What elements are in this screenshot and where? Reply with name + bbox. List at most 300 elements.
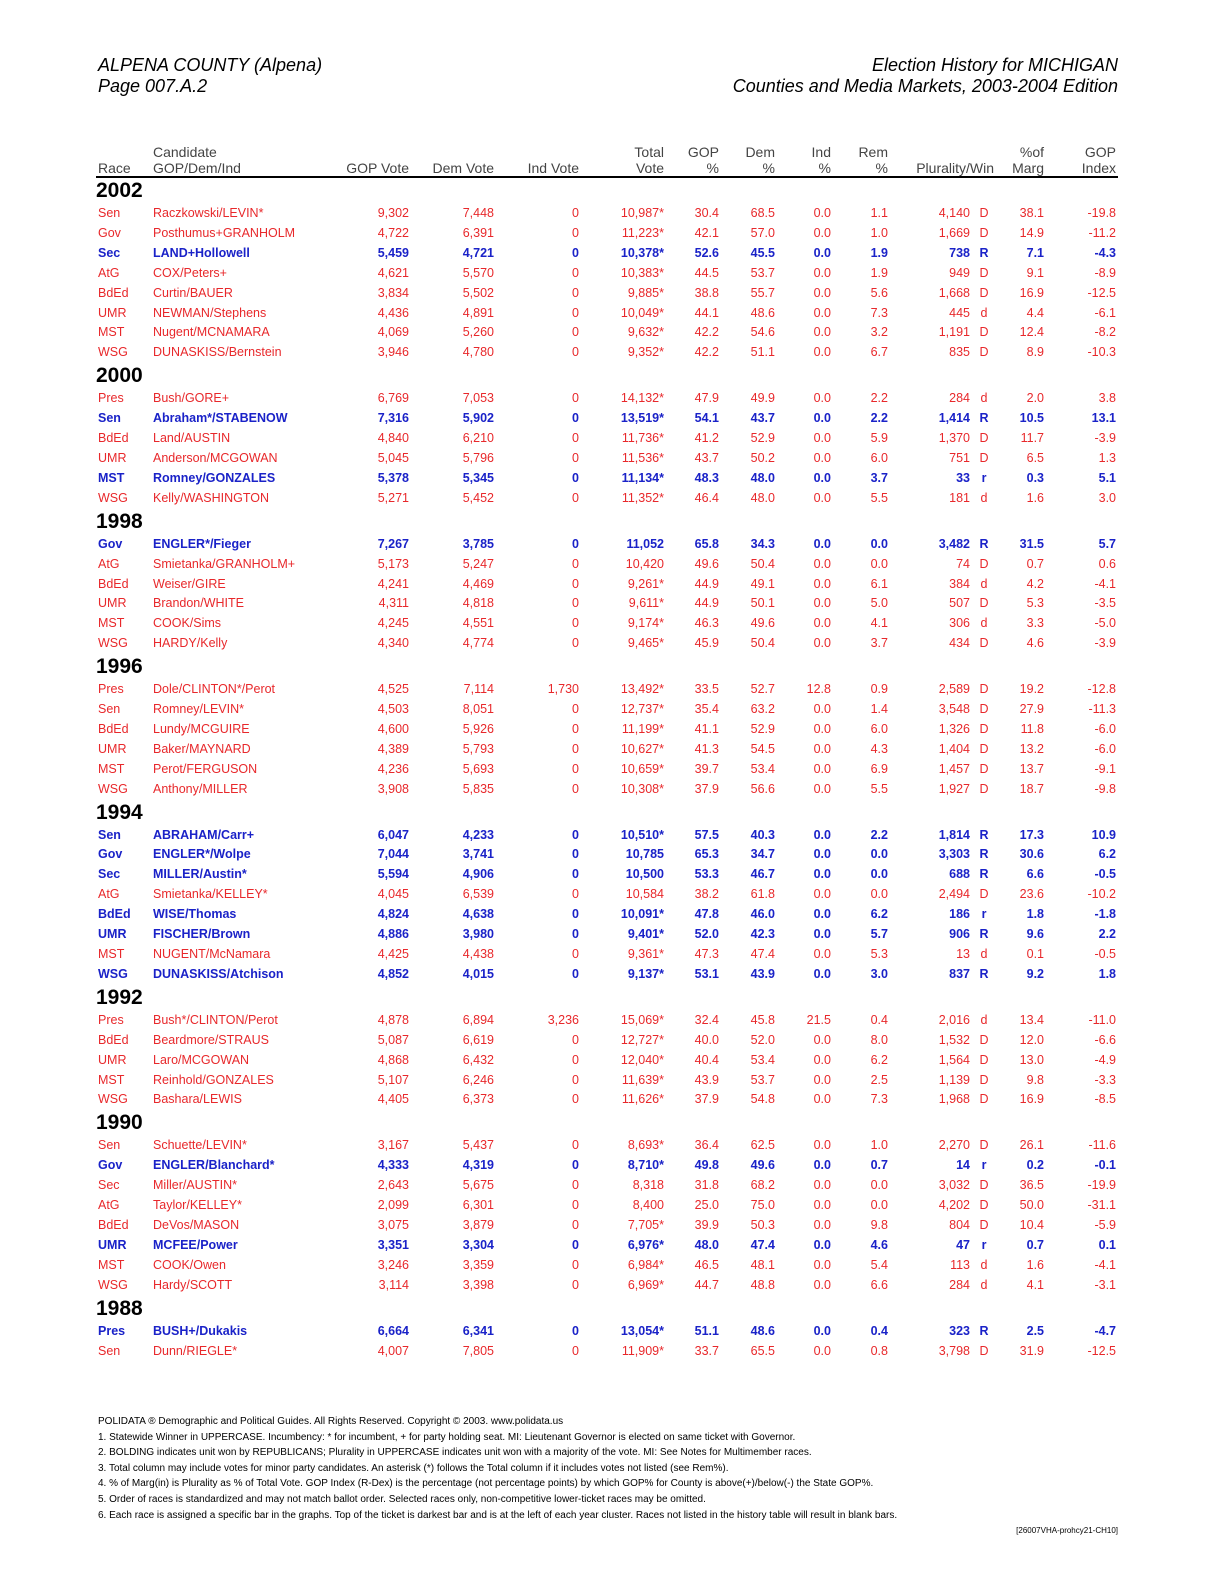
cell-cand: COOK/Sims	[153, 616, 222, 631]
cell-idx: -12.8	[1087, 682, 1117, 697]
cell-idx: -8.9	[1094, 265, 1117, 280]
cell-demp: 50.4	[750, 636, 775, 651]
cell-plur: 837	[949, 966, 970, 981]
cell-indp: 0.0	[813, 1092, 831, 1107]
cell-gopp: 65.3	[694, 847, 719, 862]
cell-race: Gov	[98, 536, 123, 551]
cell-total: 10,500	[625, 867, 664, 882]
col-header-line: %	[875, 160, 888, 176]
cell-win: R	[979, 1323, 989, 1338]
report-edition: Counties and Media Markets, 2003-2004 Edition	[732, 76, 1118, 96]
cell-marg: 27.9	[1019, 702, 1045, 717]
cell-gop: 3,908	[377, 781, 409, 796]
cell-indp: 0.0	[813, 431, 831, 446]
cell-gop: 5,271	[377, 490, 409, 505]
cell-race: Sen	[98, 1138, 121, 1153]
cell-ind: 0	[572, 490, 579, 505]
cell-idx: -3.9	[1094, 431, 1117, 446]
cell-gop: 3,075	[377, 1217, 409, 1232]
footnote-line: POLIDATA ® Demographic and Political Guides. All Rights Reserved. Copyright © 2003. www.polidata.us	[98, 1416, 564, 1427]
cell-dem: 6,210	[462, 431, 494, 446]
cell-total: 10,510*	[620, 827, 664, 842]
cell-dem: 6,246	[462, 1072, 494, 1087]
cell-plur: 1,668	[938, 285, 970, 300]
cell-idx: -4.9	[1094, 1052, 1117, 1067]
col-header-candidate	[151, 140, 321, 177]
col-header-gop-pct	[666, 140, 721, 177]
cell-ind: 0	[572, 1178, 579, 1193]
cell-dem: 4,774	[462, 636, 494, 651]
col-header-line: Dem	[745, 144, 775, 160]
cell-race: MST	[98, 470, 125, 485]
cell-cand: Anderson/MCGOWAN	[153, 450, 278, 465]
cell-ind: 0	[572, 847, 579, 862]
cell-demp: 63.2	[750, 702, 775, 717]
cell-plur: 1,191	[938, 325, 970, 340]
cell-win: d	[980, 947, 988, 961]
cell-total: 9,632*	[627, 325, 664, 340]
cell-race: AtG	[98, 265, 120, 280]
cell-idx: 13.1	[1091, 411, 1117, 426]
cell-race: BdEd	[98, 1032, 129, 1047]
cell-gopp: 32.4	[694, 1012, 719, 1027]
cell-idx: -6.0	[1094, 741, 1117, 756]
cell-demp: 68.5	[750, 206, 775, 220]
cell-idx: -11.3	[1088, 702, 1117, 717]
cell-idx: -3.1	[1094, 1277, 1117, 1292]
year-label: 1988	[96, 1296, 143, 1320]
cell-ind: 0	[572, 411, 579, 426]
cell-plur: 1,564	[938, 1052, 970, 1067]
cell-race: UMR	[98, 741, 127, 756]
cell-race: Gov	[98, 225, 121, 240]
cell-cand: Weiser/GIRE	[153, 576, 226, 591]
cell-ind: 0	[572, 887, 579, 902]
cell-gopp: 51.1	[694, 1323, 719, 1338]
cell-indp: 0.0	[813, 616, 831, 631]
cell-gopp: 57.5	[694, 827, 719, 842]
cell-race: Gov	[98, 1158, 123, 1173]
year-label: 1998	[96, 509, 143, 533]
cell-demp: 50.4	[750, 556, 775, 571]
cell-idx: -4.3	[1094, 245, 1117, 260]
cell-gop: 3,946	[377, 345, 409, 360]
cell-plur: 14	[956, 1158, 970, 1173]
cell-ind: 0	[572, 1237, 579, 1252]
cell-gopp: 44.9	[694, 576, 719, 591]
cell-dem: 4,721	[462, 245, 494, 260]
cell-marg: 12.4	[1019, 325, 1045, 340]
cell-win: D	[979, 702, 989, 717]
cell-win: R	[979, 536, 989, 551]
cell-indp: 0.0	[813, 1158, 831, 1173]
year-header-row	[96, 509, 1118, 535]
cell-cand: Brandon/WHITE	[153, 596, 245, 611]
cell-demp: 52.9	[750, 721, 775, 736]
cell-ind: 1,730	[547, 682, 579, 697]
cell-idx: 6.2	[1098, 847, 1117, 862]
cell-race: WSG	[98, 636, 128, 651]
cell-win: D	[979, 636, 989, 651]
cell-race: MST	[98, 1072, 125, 1087]
cell-remp: 0.0	[870, 847, 888, 862]
cell-win: D	[979, 1178, 989, 1193]
cell-ind: 0	[572, 827, 579, 842]
cell-marg: 12.0	[1019, 1032, 1045, 1047]
year-label: 1992	[96, 985, 143, 1009]
cell-gopp: 43.9	[694, 1072, 719, 1087]
footnote-line: 3. Total column may include votes for minor party candidates. An asterisk (*) follows the Total column if it includes votes not listed (see Rem%).	[98, 1462, 729, 1474]
cell-cand: DUNASKISS/Atchison	[153, 966, 284, 981]
cell-indp: 0.0	[813, 966, 831, 981]
cell-marg: 0.1	[1026, 947, 1045, 961]
cell-gop: 4,241	[377, 576, 409, 591]
cell-remp: 6.0	[870, 721, 888, 736]
cell-total: 13,519*	[620, 411, 664, 426]
cell-race: BdEd	[98, 285, 129, 300]
cell-remp: 0.4	[870, 1323, 888, 1338]
cell-idx: -11.0	[1088, 1012, 1117, 1027]
cell-gop: 4,425	[377, 947, 409, 961]
cell-plur: 2,494	[938, 887, 970, 902]
cell-marg: 9.1	[1026, 265, 1045, 280]
cell-indp: 0.0	[813, 1138, 831, 1153]
cell-total: 9,361*	[627, 947, 664, 961]
cell-plur: 1,326	[938, 721, 970, 736]
cell-gop: 4,878	[377, 1012, 409, 1027]
col-header-line: GOP	[1084, 144, 1117, 160]
cell-indp: 0.0	[813, 1198, 831, 1213]
cell-ind: 0	[572, 305, 579, 320]
cell-race: UMR	[98, 596, 127, 611]
cell-total: 13,054*	[620, 1323, 664, 1338]
cell-win: D	[979, 1032, 989, 1047]
cell-dem: 7,053	[462, 391, 494, 406]
cell-remp: 3.2	[870, 325, 888, 340]
cell-total: 10,378*	[620, 245, 664, 260]
cell-ind: 0	[572, 450, 579, 465]
cell-idx: -31.1	[1087, 1198, 1117, 1213]
cell-idx: -0.1	[1094, 1158, 1117, 1173]
cell-total: 12,040*	[620, 1052, 664, 1067]
cell-demp: 61.8	[750, 887, 775, 902]
cell-marg: 10.5	[1019, 411, 1045, 426]
cell-dem: 4,551	[462, 616, 494, 631]
cell-demp: 52.7	[750, 682, 775, 697]
col-header-ind-pct	[777, 140, 833, 177]
footnote-line: 1. Statewide Winner in UPPERCASE. Incumbency: * for incumbent, + for party holding seat. MI: Lieutenant Governor is elected on same ticket with Governor.	[98, 1431, 796, 1443]
table-row	[96, 1236, 1118, 1256]
cell-gopp: 53.3	[694, 867, 719, 882]
cell-plur: 835	[949, 345, 970, 360]
cell-dem: 7,805	[462, 1343, 494, 1358]
cell-idx: -0.5	[1094, 867, 1117, 882]
cell-demp: 48.0	[750, 490, 775, 505]
cell-remp: 5.9	[870, 431, 888, 446]
cell-plur: 74	[956, 556, 970, 571]
cell-plur: 306	[949, 616, 970, 631]
cell-gop: 5,045	[377, 450, 409, 465]
cell-idx: 5.1	[1098, 470, 1117, 485]
cell-race: Sen	[98, 702, 121, 717]
table-row	[96, 489, 1118, 509]
county-title: ALPENA COUNTY (Alpena)	[98, 55, 323, 75]
cell-plur: 4,140	[938, 206, 970, 220]
cell-marg: 0.2	[1026, 1158, 1045, 1173]
cell-ind: 0	[572, 1323, 579, 1338]
cell-demp: 56.6	[750, 781, 775, 796]
table-row	[96, 304, 1118, 324]
cell-gop: 4,007	[377, 1343, 409, 1358]
cell-race: MST	[98, 1257, 125, 1272]
election-history-table	[96, 140, 1118, 1361]
footnote-line: 4. % of Marg(in) is Plurality as % of Total Vote. GOP Index (R-Dex) is the percentage (not percentage points) by which GOP% for County is above(+)/below(-) the State GOP%.	[98, 1478, 874, 1490]
cell-win: D	[979, 1092, 989, 1107]
cell-indp: 0.0	[813, 702, 831, 717]
cell-gopp: 47.3	[694, 947, 719, 961]
cell-idx: -10.2	[1087, 887, 1117, 902]
cell-total: 9,352*	[627, 345, 664, 360]
cell-total: 15,069*	[620, 1012, 664, 1027]
col-header-plurality-win	[890, 140, 996, 177]
cell-indp: 0.0	[813, 450, 831, 465]
cell-indp: 0.0	[813, 536, 831, 551]
cell-idx: -4.1	[1094, 576, 1117, 591]
cell-remp: 6.2	[870, 1052, 888, 1067]
cell-race: UMR	[98, 927, 127, 942]
cell-win: d	[980, 490, 988, 505]
cell-marg: 0.3	[1026, 470, 1045, 485]
cell-demp: 54.6	[750, 325, 775, 340]
cell-demp: 48.8	[750, 1277, 775, 1292]
cell-marg: 23.6	[1019, 887, 1045, 902]
cell-plur: 738	[949, 245, 970, 260]
cell-demp: 49.1	[750, 576, 775, 591]
col-header-line: GOP	[687, 144, 719, 160]
year-label: 1990	[96, 1111, 143, 1135]
cell-win: D	[979, 1052, 989, 1067]
cell-indp: 0.0	[813, 345, 831, 360]
cell-total: 10,987*	[620, 206, 664, 220]
cell-gop: 4,069	[377, 325, 409, 340]
cell-dem: 7,114	[463, 682, 494, 697]
cell-demp: 55.7	[750, 285, 775, 300]
cell-remp: 4.6	[870, 1237, 888, 1252]
cell-indp: 0.0	[813, 1277, 831, 1292]
cell-ind: 0	[572, 556, 579, 571]
cell-dem: 4,780	[462, 345, 494, 360]
cell-cand: ENGLER/Blanchard*	[153, 1158, 275, 1173]
cell-gopp: 48.3	[694, 470, 719, 485]
cell-remp: 0.0	[870, 1178, 888, 1193]
cell-total: 11,134*	[621, 470, 664, 485]
cell-marg: 2.0	[1026, 391, 1045, 406]
cell-race: BdEd	[98, 907, 131, 922]
cell-win: D	[979, 1198, 989, 1213]
cell-remp: 6.6	[870, 1277, 888, 1292]
cell-win: D	[979, 1217, 989, 1232]
cell-demp: 53.4	[750, 761, 775, 776]
cell-demp: 50.1	[750, 596, 775, 611]
cell-total: 9,174*	[627, 616, 664, 631]
cell-total: 13,492*	[620, 682, 664, 697]
cell-gop: 5,107	[377, 1072, 409, 1087]
cell-marg: 13.4	[1019, 1012, 1045, 1027]
cell-dem: 4,319	[462, 1158, 494, 1173]
cell-ind: 0	[572, 947, 579, 961]
cell-race: Pres	[98, 682, 124, 697]
cell-cand: Smietanka/KELLEY*	[153, 887, 268, 902]
cell-gopp: 46.3	[694, 616, 719, 631]
cell-dem: 6,341	[462, 1323, 494, 1338]
cell-dem: 6,391	[462, 225, 494, 240]
cell-race: WSG	[98, 1092, 128, 1107]
cell-cand: Lundy/MCGUIRE	[153, 721, 250, 736]
cell-remp: 1.0	[870, 1138, 888, 1153]
cell-gopp: 49.8	[694, 1158, 719, 1173]
cell-idx: -0.5	[1094, 947, 1117, 961]
col-header-race	[96, 140, 151, 177]
table-row	[96, 469, 1118, 489]
cell-total: 6,976*	[627, 1237, 664, 1252]
cell-race: Sen	[98, 206, 121, 220]
cell-total: 10,308*	[620, 781, 664, 796]
cell-total: 9,885*	[627, 285, 664, 300]
cell-cand: Baker/MAYNARD	[153, 741, 251, 756]
cell-idx: -9.8	[1094, 781, 1117, 796]
cell-plur: 2,589	[938, 682, 970, 697]
cell-cand: Beardmore/STRAUS	[153, 1032, 270, 1047]
col-header-line: Rem	[858, 144, 888, 160]
table-row	[96, 780, 1118, 800]
cell-plur: 284	[949, 1277, 970, 1292]
cell-remp: 0.0	[870, 1198, 888, 1213]
table-row	[96, 845, 1118, 865]
cell-total: 6,969*	[627, 1277, 664, 1292]
cell-indp: 0.0	[813, 1052, 831, 1067]
page-header-right	[733, 55, 1118, 97]
cell-race: BdEd	[98, 1217, 129, 1232]
cell-win: D	[979, 285, 989, 300]
cell-ind: 0	[572, 245, 579, 260]
cell-cand: Laro/MCGOWAN	[153, 1052, 250, 1067]
cell-remp: 7.3	[870, 305, 888, 320]
cell-remp: 3.0	[870, 966, 888, 981]
col-header-line: Candidate	[153, 144, 217, 160]
cell-race: UMR	[98, 305, 127, 320]
cell-win: D	[979, 556, 989, 571]
cell-idx: -12.5	[1087, 285, 1117, 300]
cell-indp: 0.0	[813, 576, 831, 591]
cell-gop: 5,173	[377, 556, 409, 571]
cell-plur: 3,032	[938, 1178, 970, 1193]
cell-total: 9,401*	[627, 927, 664, 942]
col-header-line: Race	[98, 160, 131, 176]
cell-remp: 3.7	[870, 636, 888, 651]
cell-plur: 1,669	[938, 225, 970, 240]
cell-idx: 2.2	[1098, 927, 1117, 942]
cell-marg: 1.6	[1026, 1257, 1045, 1272]
cell-ind: 0	[572, 285, 579, 300]
cell-marg: 4.6	[1026, 636, 1045, 651]
cell-idx: -11.6	[1088, 1138, 1117, 1153]
cell-demp: 53.7	[750, 1072, 775, 1087]
cell-remp: 0.8	[870, 1343, 888, 1358]
cell-indp: 0.0	[813, 225, 831, 240]
cell-remp: 6.0	[870, 450, 888, 465]
cell-gopp: 48.0	[694, 1237, 719, 1252]
cell-plur: 445	[949, 305, 970, 320]
table-row	[96, 1176, 1118, 1196]
cell-demp: 45.8	[750, 1012, 775, 1027]
cell-win: D	[979, 781, 989, 796]
cell-gop: 4,722	[377, 225, 409, 240]
cell-dem: 4,638	[462, 907, 494, 922]
cell-marg: 19.2	[1019, 682, 1045, 697]
cell-total: 10,049*	[620, 305, 664, 320]
table-row	[96, 1196, 1118, 1216]
cell-gop: 4,600	[377, 721, 409, 736]
cell-ind: 0	[572, 1343, 579, 1358]
cell-remp: 5.5	[870, 490, 888, 505]
cell-dem: 5,570	[462, 265, 494, 280]
table-row	[96, 204, 1118, 224]
cell-ind: 0	[572, 1138, 579, 1153]
cell-cand: Smietanka/GRANHOLM+	[153, 556, 296, 571]
table-row	[96, 555, 1118, 575]
cell-demp: 40.3	[750, 827, 775, 842]
page-header-left	[98, 55, 322, 97]
cell-marg: 9.8	[1026, 1072, 1045, 1087]
cell-marg: 9.2	[1026, 966, 1045, 981]
col-header-line: %	[706, 160, 719, 176]
cell-demp: 45.5	[750, 245, 775, 260]
cell-win: R	[979, 927, 989, 942]
cell-remp: 5.4	[870, 1257, 888, 1272]
cell-marg: 9.6	[1026, 927, 1045, 942]
cell-demp: 43.9	[750, 966, 775, 981]
cell-gopp: 39.7	[694, 761, 719, 776]
year-label: 2002	[96, 179, 143, 202]
cell-demp: 53.7	[750, 265, 775, 280]
cell-idx: 1.8	[1098, 966, 1117, 981]
col-header-line: %	[818, 160, 831, 176]
cell-gopp: 44.1	[694, 305, 719, 320]
cell-total: 11,052	[626, 536, 664, 551]
cell-marg: 38.1	[1019, 206, 1045, 220]
col-header-line: Ind	[811, 144, 831, 160]
year-header-row	[96, 654, 1118, 680]
cell-remp: 5.3	[870, 947, 888, 961]
cell-win: D	[979, 325, 989, 340]
cell-win: D	[979, 431, 989, 446]
cell-ind: 0	[572, 576, 579, 591]
cell-win: d	[980, 305, 988, 320]
cell-marg: 11.8	[1020, 721, 1045, 736]
cell-plur: 181	[949, 490, 970, 505]
cell-indp: 0.0	[813, 721, 831, 736]
cell-total: 8,693*	[627, 1138, 664, 1153]
cell-dem: 6,301	[462, 1198, 494, 1213]
cell-indp: 0.0	[813, 596, 831, 611]
cell-dem: 4,891	[462, 305, 494, 320]
cell-dem: 6,619	[462, 1032, 494, 1047]
cell-gopp: 42.2	[694, 325, 719, 340]
cell-indp: 0.0	[813, 741, 831, 756]
cell-gop: 4,436	[377, 305, 409, 320]
cell-ind: 0	[572, 265, 579, 280]
cell-gopp: 38.2	[694, 887, 719, 902]
